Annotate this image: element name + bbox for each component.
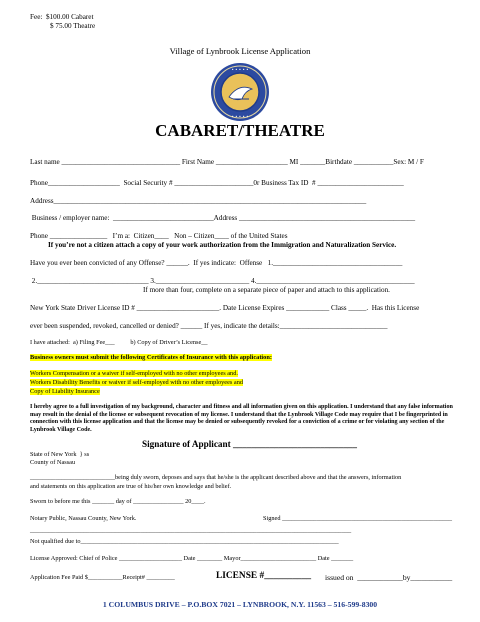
attached-line[interactable]: I have attached: a) Filing Fee___ b) Copy of Driver’s License__ [30,339,208,346]
fee-paid-line[interactable]: Application Fee Paid $___________Receipt# _________ [30,574,175,581]
form-title: CABARET/THEATRE [155,121,325,140]
insurance-item: Copy of Liability Insurance [30,388,100,395]
issued-on-line[interactable]: issued on ____________by___________ [325,573,453,582]
insurance-item: Workers Disability Benefits or waiver if self-employed with no other employees and [30,379,244,386]
convicted-line[interactable]: Have you ever been convicted of any Offense? ______. If yes indicate: Offense 1.____________________________________ [30,259,403,267]
citizen-note: If you’re not a citizen attach a copy of your work authorization from the Immigration and Naturalization Service. [48,241,397,249]
address-line[interactable]: Address_______________________________________________________________________________________ [30,197,367,205]
footer-address: 1 COLUMBUS DRIVE – P.O.BOX 7021 – LYNBROOK, N.Y. 11563 – 516-599-8300 [102,600,378,609]
citizen-line[interactable]: Phone ________________ I’m a: Citizen____ Non – Citizen____ of the United States [30,232,288,240]
village-seal-icon [209,61,271,123]
notary-public-label: Notary Public, Nassau County, New York. [30,515,137,522]
sworn-statement-cont: and statements on this application are true of his/her own knowledge and belief. [30,483,232,490]
sworn-statement-line[interactable]: ___________________________being duly sworn, deposes and says that he/she is the applicant described above and that the answers, information [30,474,402,481]
revoked-line[interactable]: ever been suspended, revoked, cancelled or denied? ______ If yes, indicate the details:______________________________ [30,322,388,330]
svg-text:• • • • •: • • • • • [231,67,249,72]
insurance-item: Workers Compensation or a waiver if self-employed with no other employees and. [30,370,238,377]
village-title: Village of Lynbrook License Application [169,46,311,56]
sworn-before-line[interactable]: Sworn to before me this _______ day of ________________ 20____. [30,498,206,505]
insurance-heading: Business owners must submit the following Certificates of Insurance with this application: [30,354,272,361]
license-number-line[interactable]: LICENSE #__________ [216,571,312,581]
license-approved-line[interactable]: License Approved: Chief of Police ____________________ Date ________ Mayor________________________ Date _______ [30,555,354,562]
fee-cabaret: Fee: $100.00 Cabaret [30,13,94,21]
signed-line[interactable]: Signed ______________________________________________________ [263,515,453,522]
not-qualified-line[interactable]: Not qualified due to__________________________________________________________________________________ [30,538,339,545]
state-line: State of New York } ss [30,451,90,458]
county-line: County of Nassau [30,459,76,466]
offense-line[interactable]: 2._______________________________ 3.__________________________ 4.____________________________________________ [30,277,415,285]
name-line[interactable]: Last name _________________________________ First Name ____________________ MI _______Birthdate ___________Sex: M / F [30,158,424,166]
svg-text:• • • • •: • • • • • [231,114,249,119]
license-line[interactable]: New York State Driver License ID # _______________________. Date License Expires ____________ Class _____. Has this License [30,304,420,312]
four-offense-note: If more than four, complete on a separate piece of paper and attach to this application. [143,286,390,294]
fee-theatre: $ 75.00 Theatre [50,22,96,30]
agreement-paragraph: I hereby agree to a full investigation of my background, character and fitness and all information given on this application. I understand that any false information may result in the denial of the license or subsequent revocation of my license. I understand that the Lynbrook Village Code may require that I be fingerprinted in connection with this license application and that the license may be denied or subsequently revoked for a conviction of a crime or for violating any section of the Lynbrook Village Code. [30,404,453,433]
separator-line: ______________________________________________________________________________________________________ [30,527,352,534]
employer-line[interactable]: Business / employer name: ____________________________Address _________________________________________________ [30,214,416,222]
applicant-signature-line[interactable]: Signature of Applicant ___________________________ [142,439,357,449]
phone-line[interactable]: Phone____________________ Social Security # ______________________0r Business Tax ID # ________________________ [30,179,404,187]
